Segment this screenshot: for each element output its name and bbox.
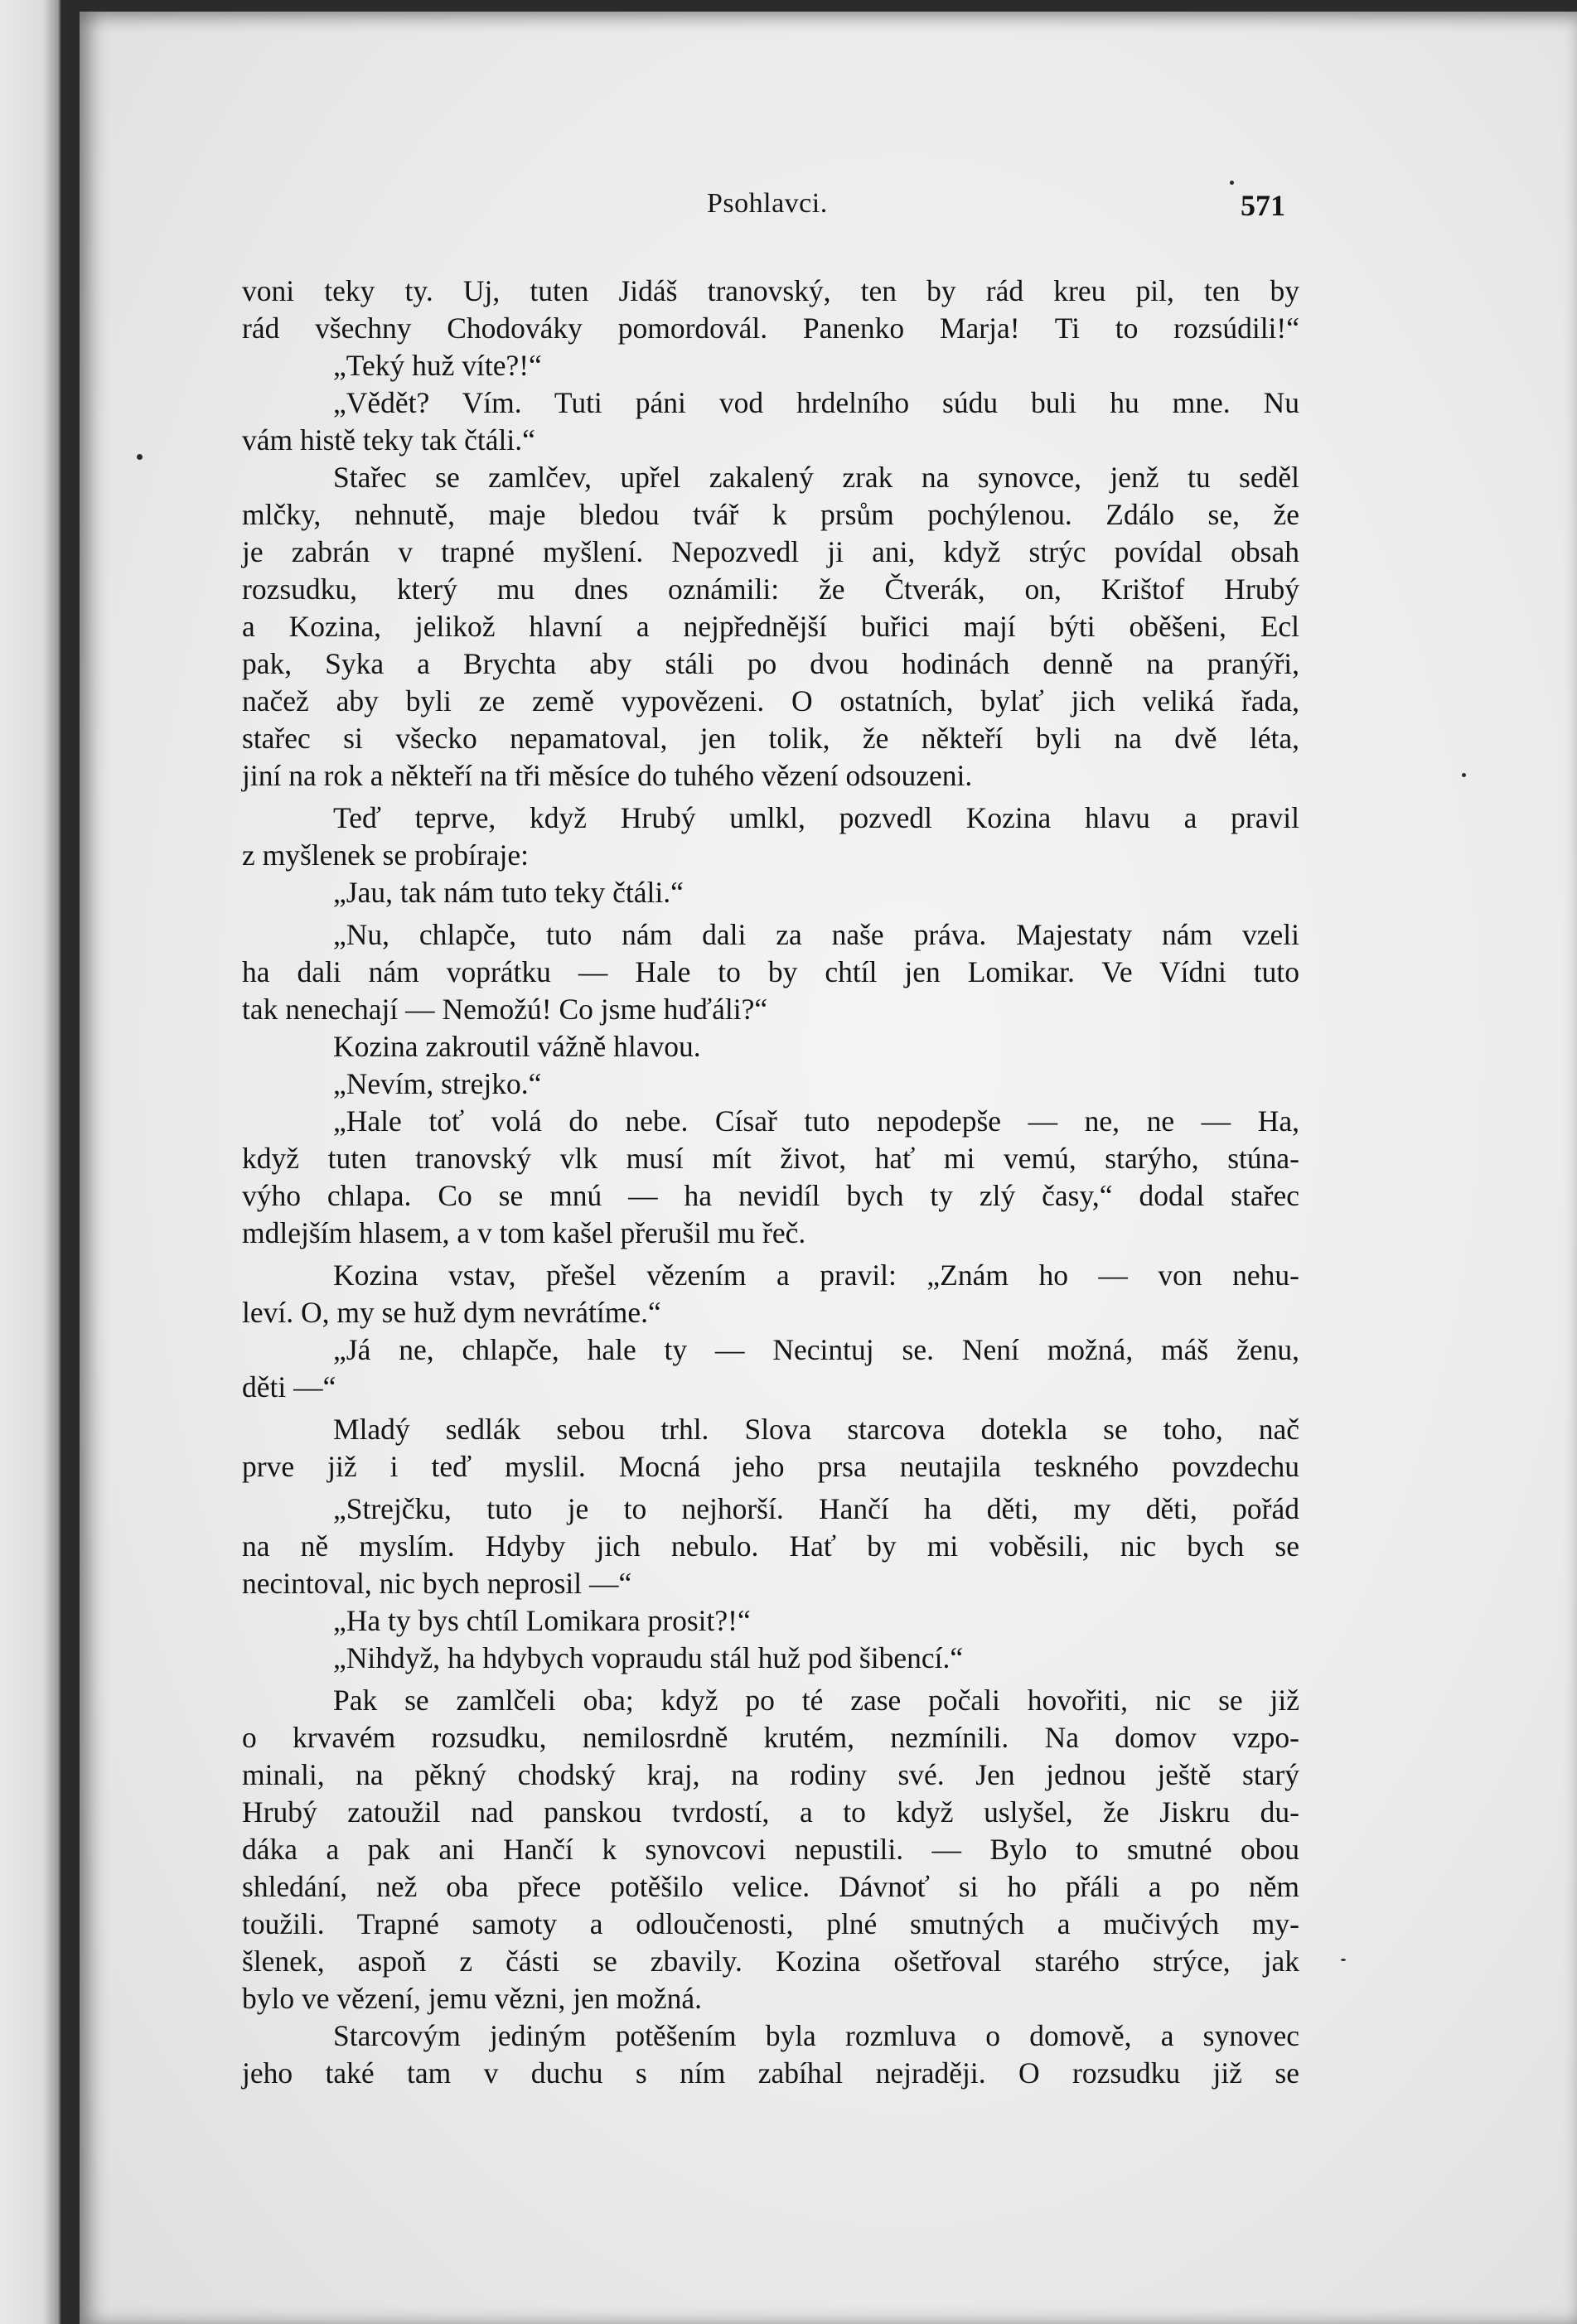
text-line: Kozina zakroutil vážně hlavou. xyxy=(333,1030,701,1063)
text-line: shledání, než oba přece potěšilo velice. Dávnoť si ho přáli a po něm xyxy=(242,1870,1299,1903)
running-title: Psohlavci. xyxy=(707,188,828,219)
text-line: voni teky ty. Uj, tuten Jidáš tranovský, ten by rád kreu pil, ten by xyxy=(242,274,1299,307)
scan-speck xyxy=(1230,181,1234,185)
text-line: načež aby byli ze země vypovězeni. O ostatních, bylať jich veliká řada, xyxy=(242,684,1299,717)
text-line: na ně myslím. Hdyby jich nebulo. Hať by mi voběsili, nic bych se xyxy=(242,1529,1299,1563)
text-line: „Jau, tak nám tuto teky čtáli.“ xyxy=(333,876,684,909)
text-line: „Hale toť volá do nebe. Císař tuto nepodepše — ne, ne — Ha, xyxy=(333,1104,1299,1138)
text-line: Starcovým jediným potěšením byla rozmluva o domově, a synovec xyxy=(333,2019,1299,2052)
text-line: Kozina vstav, přešel vězením a pravil: „Znám ho — von nehu- xyxy=(333,1259,1299,1292)
text-line: „Ha ty bys chtíl Lomikara prosit?!“ xyxy=(333,1604,751,1637)
text-line: ha dali nám voprátku — Hale to by chtíl jen Lomikar. Ve Vídni tuto xyxy=(242,955,1299,988)
text-line: Mladý sedlák sebou trhl. Slova starcova dotekla se toho, nač xyxy=(333,1413,1299,1446)
text-line: Pak se zamlčeli oba; když po té zase počali hovořiti, nic se již xyxy=(333,1684,1299,1717)
text-line: leví. O, my se huž dym nevrátíme.“ xyxy=(242,1296,661,1329)
text-line: necintoval, nic bych neprosil —“ xyxy=(242,1567,632,1600)
text-line: výho chlapa. Co se mnú — ha nevidíl bych ty zlý časy,“ dodal stařec xyxy=(242,1179,1299,1212)
text-line: prve již i teď myslil. Mocná jeho prsa neutajila teskného povzdechu xyxy=(242,1450,1299,1483)
text-line: stařec si všecko nepamatoval, jen tolik, že někteří byli na dvě léta, xyxy=(242,722,1299,755)
text-line: dáka a pak ani Hančí k synovcovi nepustili. — Bylo to smutné obou xyxy=(242,1833,1299,1866)
text-line: „Já ne, chlapče, hale ty — Necintuj se. Není možná, máš ženu, xyxy=(333,1333,1299,1366)
text-line: mlčky, nehnutě, maje bledou tvář k prsům pochýlenou. Zdálo se, že xyxy=(242,498,1299,531)
text-line: minali, na pěkný chodský kraj, na rodiny své. Jen jednou ještě starý xyxy=(242,1758,1299,1791)
text-line: šlenek, aspoň z části se zbavily. Kozina ošetřoval starého strýce, jak xyxy=(242,1945,1299,1978)
text-line: rozsudku, který mu dnes oznámili: že Čtverák, on, Krištof Hrubý xyxy=(242,573,1299,606)
text-line: o krvavém rozsudku, nemilosrdně krutém, nezmínili. Na domov vzpo- xyxy=(242,1721,1299,1754)
text-line: rád všechny Chodováky pomordovál. Panenko Marja! Ti to rozsúdili!“ xyxy=(242,312,1299,345)
text-line: „Nihdyž, ha hdybych vopraudu stál huž pod šibencí.“ xyxy=(333,1641,964,1674)
text-line: toužili. Trapné samoty a odloučenosti, plné smutných a mučivých my- xyxy=(242,1907,1299,1940)
scan-speck xyxy=(1462,773,1466,777)
text-line: Stařec se zamlčev, upřel zakalený zrak na synovce, jenž tu seděl xyxy=(333,461,1299,494)
page-number: 571 xyxy=(1241,189,1285,222)
running-head xyxy=(0,188,1577,230)
text-line: vám histě teky tak čtáli.“ xyxy=(242,423,535,457)
text-line: jiní na rok a někteří na tři měsíce do tuhého vězení odsouzeni. xyxy=(242,759,973,792)
previous-page-edge xyxy=(0,0,61,2324)
text-line: děti —“ xyxy=(242,1370,336,1404)
text-line: když tuten tranovský vlk musí mít život, hať mi vemú, starýho, stúna- xyxy=(242,1142,1299,1175)
scan-speck xyxy=(137,454,143,460)
text-line: Hrubý zatoužil nad panskou tvrdostí, a to když uslyšel, že Jiskru du- xyxy=(242,1795,1299,1829)
text-line: jeho také tam v duchu s ním zabíhal nejraději. O rozsudku již se xyxy=(242,2056,1299,2090)
text-line: mdlejším hlasem, a v tom kašel přerušil mu řeč. xyxy=(242,1216,806,1249)
text-line: a Kozina, jelikož hlavní a nejpřednější buřici mají býti oběšeni, Ecl xyxy=(242,610,1299,643)
text-line: bylo ve vězení, jemu vězni, jen možná. xyxy=(242,1982,702,2015)
text-line: z myšlenek se probíraje: xyxy=(242,838,530,872)
text-line: „Strejčku, tuto je to nejhorší. Hančí ha děti, my děti, pořád xyxy=(333,1492,1299,1525)
text-line: „Vědět? Vím. Tuti páni vod hrdelního súdu buli hu mne. Nu xyxy=(333,386,1299,419)
text-line: Teď teprve, když Hrubý umlkl, pozvedl Kozina hlavu a pravil xyxy=(333,801,1299,834)
text-line: je zabrán v trapné myšlení. Nepozvedl ji ani, když strýc povídal obsah xyxy=(242,535,1299,568)
body-text xyxy=(242,273,1299,2092)
text-line: „Teký huž víte?!“ xyxy=(333,349,542,382)
text-line: „Nu, chlapče, tuto nám dali za naše práva. Majestaty nám vzeli xyxy=(333,918,1299,951)
scan-speck xyxy=(1341,1959,1346,1961)
text-line: tak nenechají — Nemožú! Co jsme huďáli?“ xyxy=(242,993,768,1026)
text-line: „Nevím, strejko.“ xyxy=(333,1067,542,1100)
text-line: pak, Syka a Brychta aby stáli po dvou hodinách denně na pranýři, xyxy=(242,647,1299,680)
